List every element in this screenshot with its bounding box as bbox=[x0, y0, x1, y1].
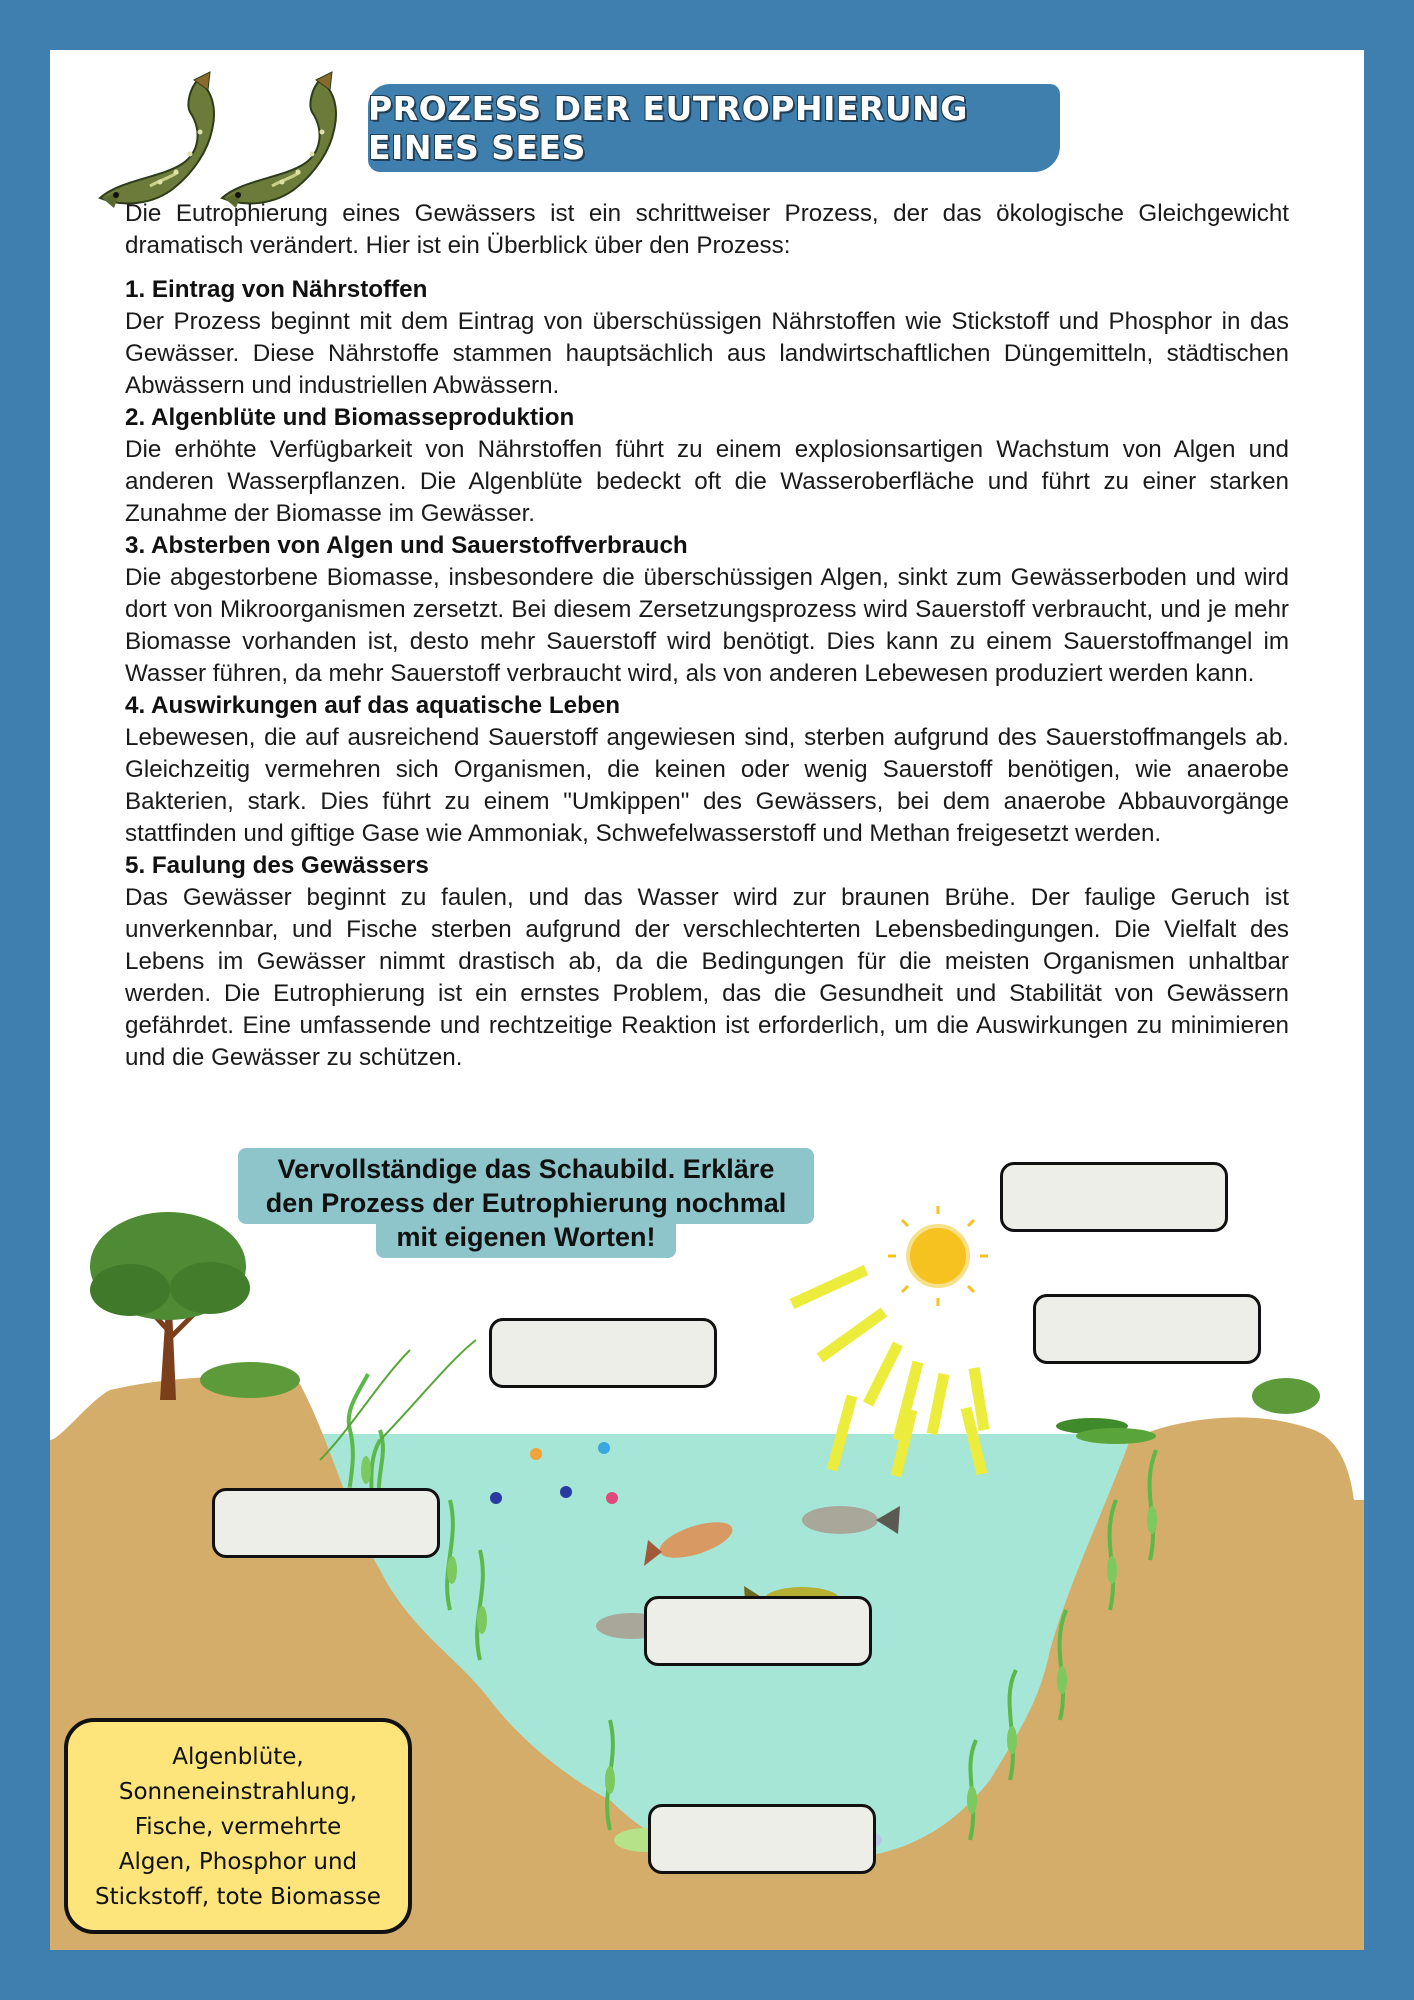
task-callout bbox=[238, 1148, 814, 1258]
step-text: Der Prozess beginnt mit dem Eintrag von überschüssigen Nährstoffen wie Stickstoff und Phosphor in das Gewässer. Diese Nährstoffe stammen hauptsächlich aus landwirtschaftlichen Düngemitteln, städtischen Abwässern und industriellen Abwässern. bbox=[125, 308, 1289, 399]
pike-fish-icon bbox=[222, 72, 336, 208]
task-line: mit eigenen Worten! bbox=[396, 1222, 656, 1252]
word-bank-line: Algen, Phosphor und bbox=[118, 1849, 358, 1875]
word-bank-line: Algenblüte, bbox=[172, 1744, 304, 1770]
intro-paragraph: Die Eutrophierung eines Gewässers ist ein schrittweiser Prozess, der das ökologische Gleichgewicht dramatisch verändert. Hier ist ein Überblick über den Prozess: bbox=[125, 200, 1289, 259]
task-line: den Prozess der Eutrophierung nochmal bbox=[265, 1188, 787, 1218]
step-heading: 5. Faulung des Gewässers bbox=[125, 852, 429, 879]
step-heading: 2. Algenblüte und Biomasseproduktion bbox=[125, 404, 575, 431]
step-heading: 3. Absterben von Algen und Sauerstoffverbrauch bbox=[125, 532, 688, 559]
pike-fish-icon bbox=[100, 72, 214, 208]
article-body bbox=[125, 198, 1289, 1074]
step-heading: 4. Auswirkungen auf das aquatische Leben bbox=[125, 692, 621, 719]
label-box-fish[interactable] bbox=[644, 1596, 872, 1666]
worksheet bbox=[50, 50, 1364, 1950]
title-banner bbox=[368, 84, 1060, 172]
word-bank-line: Sonneneinstrahlung, bbox=[118, 1779, 358, 1805]
label-box-left-bank[interactable] bbox=[212, 1488, 440, 1558]
step-text: Die erhöhte Verfügbarkeit von Nährstoffen führt zu einem explosionsartigen Wachstum von Algen und anderen Wasserpflanzen. Die Algenblüte bedeckt oft die Wasseroberfläche und führt zu einer starken Zunahme der Biomasse im Gewässer. bbox=[125, 436, 1289, 527]
pike-fish-icons bbox=[90, 68, 340, 218]
step-text: Das Gewässer beginnt zu faulen, und das Wasser wird zur braunen Brühe. Der faulige Geruch ist unverkennbar, und Fische sterben aufgrund der verschlechterten Lebensbedingungen. Die Vielfalt des Lebens im Gewässer nimmt drastisch ab, da die Bedingungen für die meisten Organismen unhaltbar werden. Die Eutrophierung ist ein ernstes Problem, das die Gesundheit und Stabilität von Gewässern gefährdet. Eine umfassende und rechtzeitige Reaktion ist erforderlich, um die Auswirkungen zu minimieren und die Gewässer zu schützen. bbox=[125, 884, 1289, 1071]
label-box-bottom[interactable] bbox=[648, 1804, 876, 1874]
bush-icon bbox=[200, 1362, 1320, 1414]
step-text: Lebewesen, die auf ausreichend Sauerstoff angewiesen sind, sterben aufgrund des Sauerstoffmangels ab. Gleichzeitig vermehren sich Organismen, die keinen oder wenig Sauerstoff benötigen, wie anaerobe Bakterien, stark. Dies führt zu einem "Umkippen" des Gewässers, bei dem anaerobe Abbauvorgänge stattfinden und giftige Gase wie Ammoniak, Schwefelwasserstoff und Methan freigesetzt werden. bbox=[125, 724, 1289, 847]
step-text: Die abgestorbene Biomasse, insbesondere die überschüssigen Algen, sinkt zum Gewässerboden und wird dort von Mikroorganismen zersetzt. Bei diesem Zersetzungsprozess wird Sauerstoff verbraucht, und je mehr Biomasse vorhanden ist, desto mehr Sauerstoff wird benötigt. Dies kann zu einem Sauerstoffmangel im Wasser führen, da mehr Sauerstoff verbraucht wird, als von anderen Lebewesen produziert werden kann. bbox=[125, 564, 1289, 687]
step-heading: 1. Eintrag von Nährstoffen bbox=[125, 276, 428, 303]
label-box-sun[interactable] bbox=[1000, 1162, 1228, 1232]
task-line: Vervollständige das Schaubild. Erkläre bbox=[277, 1154, 775, 1184]
word-bank bbox=[64, 1718, 412, 1934]
word-bank-line: Stickstoff, tote Biomasse bbox=[95, 1884, 381, 1910]
word-bank-line: Fische, vermehrte bbox=[134, 1814, 342, 1840]
label-box-right-bank[interactable] bbox=[1033, 1294, 1261, 1364]
label-box-surface[interactable] bbox=[489, 1318, 717, 1388]
page-title: PROZESS DER EUTROPHIERUNG EINES SEES bbox=[368, 89, 968, 167]
